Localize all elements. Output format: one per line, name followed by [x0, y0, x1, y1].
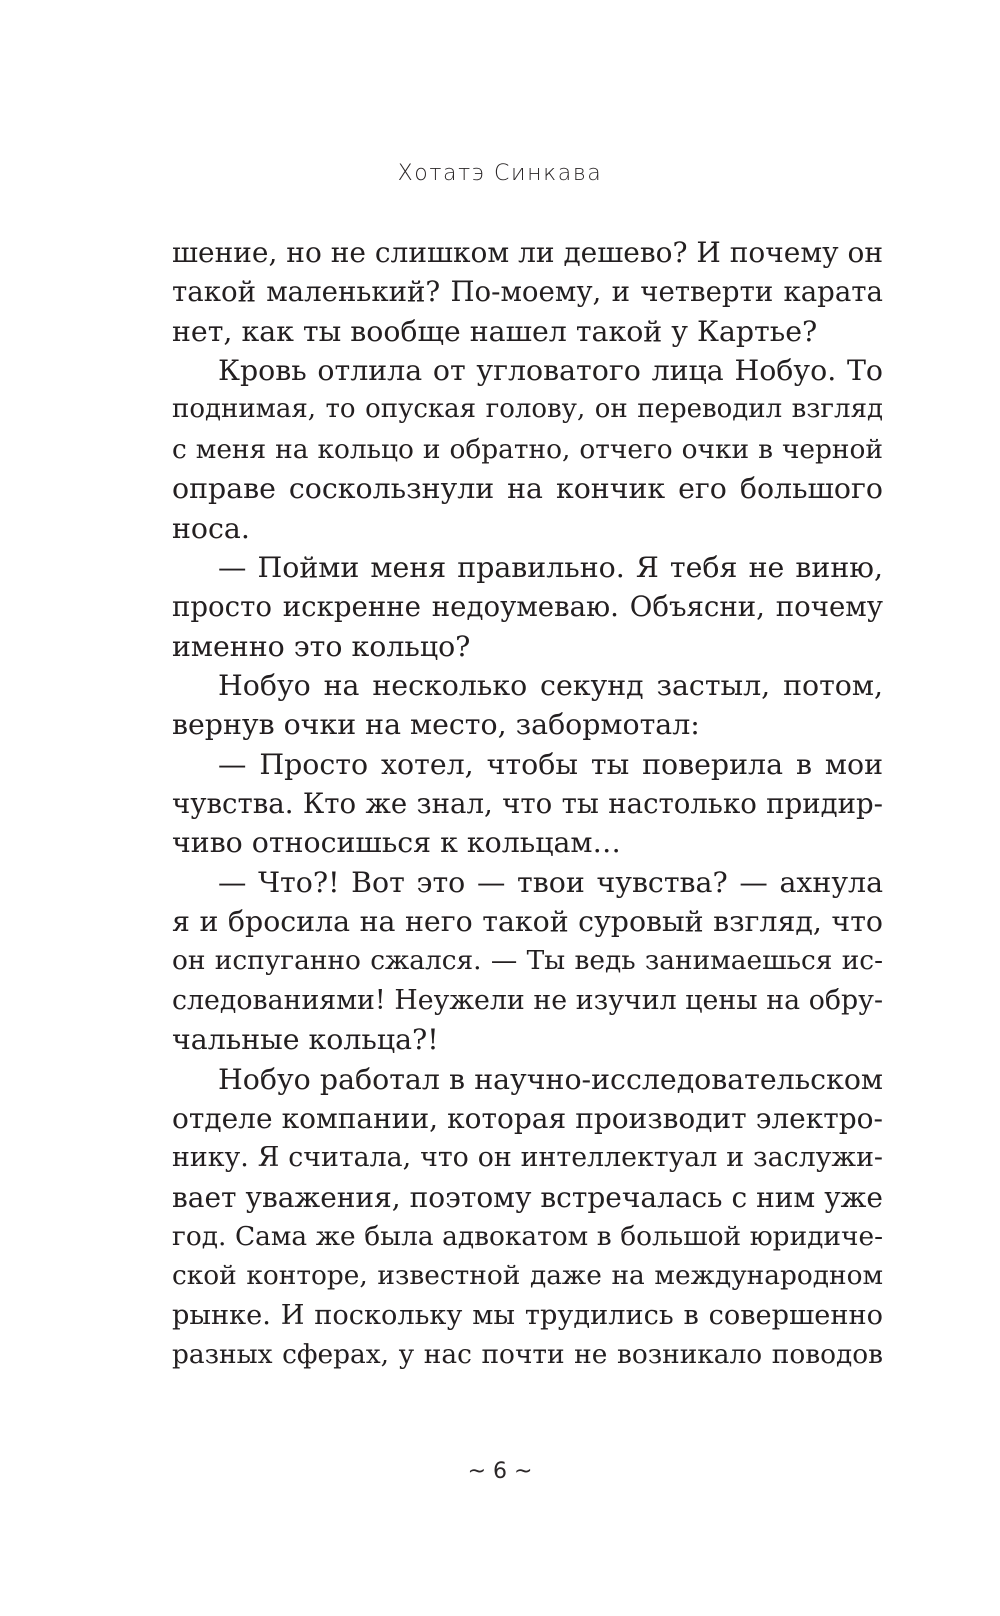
text-line: нику. Я считала, что он интеллектуал и заслужи- [172, 1142, 883, 1174]
text-line: вернув очки на место, забормотал: [172, 708, 700, 742]
text-line: — Пойми меня правильно. Я тебя не виню, [218, 550, 883, 584]
text-line: такой маленький? По-моему, и четверти карата [172, 275, 883, 309]
text-line: оправе соскользнули на кончик его большого [172, 472, 883, 506]
text-line: отделе компании, которая производит электро- [172, 1101, 883, 1135]
page-number: ~ 6 ~ [467, 1459, 533, 1484]
text-line: именно это кольцо? [172, 629, 471, 663]
text-line: он испуганно сжался. — Ты ведь занимаешься ис- [172, 945, 883, 977]
text-line: Кровь отлила от угловатого лица Нобуо. То [218, 354, 883, 388]
text-line: с меня на кольцо и обратно, отчего очки в черной [172, 433, 883, 465]
text-line: чальные кольца?! [172, 1023, 439, 1057]
text-line: ской конторе, известной даже на международном [172, 1260, 883, 1292]
text-line: чувства. Кто же знал, что ты настолько придир- [172, 787, 883, 821]
text-line: Нобуо на несколько секунд застыл, потом, [218, 668, 883, 702]
text-line: — Просто хотел, чтобы ты поверила в мои [218, 747, 883, 781]
text-line: чиво относишься к кольцам… [172, 826, 621, 860]
text-line: следованиями! Неужели не изучил цены на обру- [172, 984, 883, 1016]
text-line: поднимая, то опуская голову, он переводил взгляд [172, 394, 883, 425]
text-line: носа. [172, 511, 250, 545]
text-line: год. Сама же была адвокатом в большой юридиче- [172, 1220, 883, 1252]
body-text [172, 233, 883, 1374]
text-line: вает уважения, поэтому встречалась с ним уже [172, 1180, 883, 1214]
text-line: нет, как ты вообще нашел такой у Картье? [172, 314, 818, 348]
text-line: я и бросила на него такой суровый взгляд, что [172, 905, 883, 939]
text-line: рынке. И поскольку мы трудились в совершенно [172, 1299, 883, 1331]
text-line: Нобуо работал в научно-исследовательском [218, 1062, 883, 1096]
text-line: разных сферах, у нас почти не возникало поводов [172, 1339, 883, 1371]
running-head: Хотатэ Синкава [397, 161, 603, 186]
text-line: шение, но не слишком ли дешево? И почему он [172, 236, 883, 269]
text-line: просто искренне недоумеваю. Объясни, почему [172, 590, 883, 624]
text-line: — Что?! Вот это — твои чувства? — ахнула [218, 865, 883, 899]
